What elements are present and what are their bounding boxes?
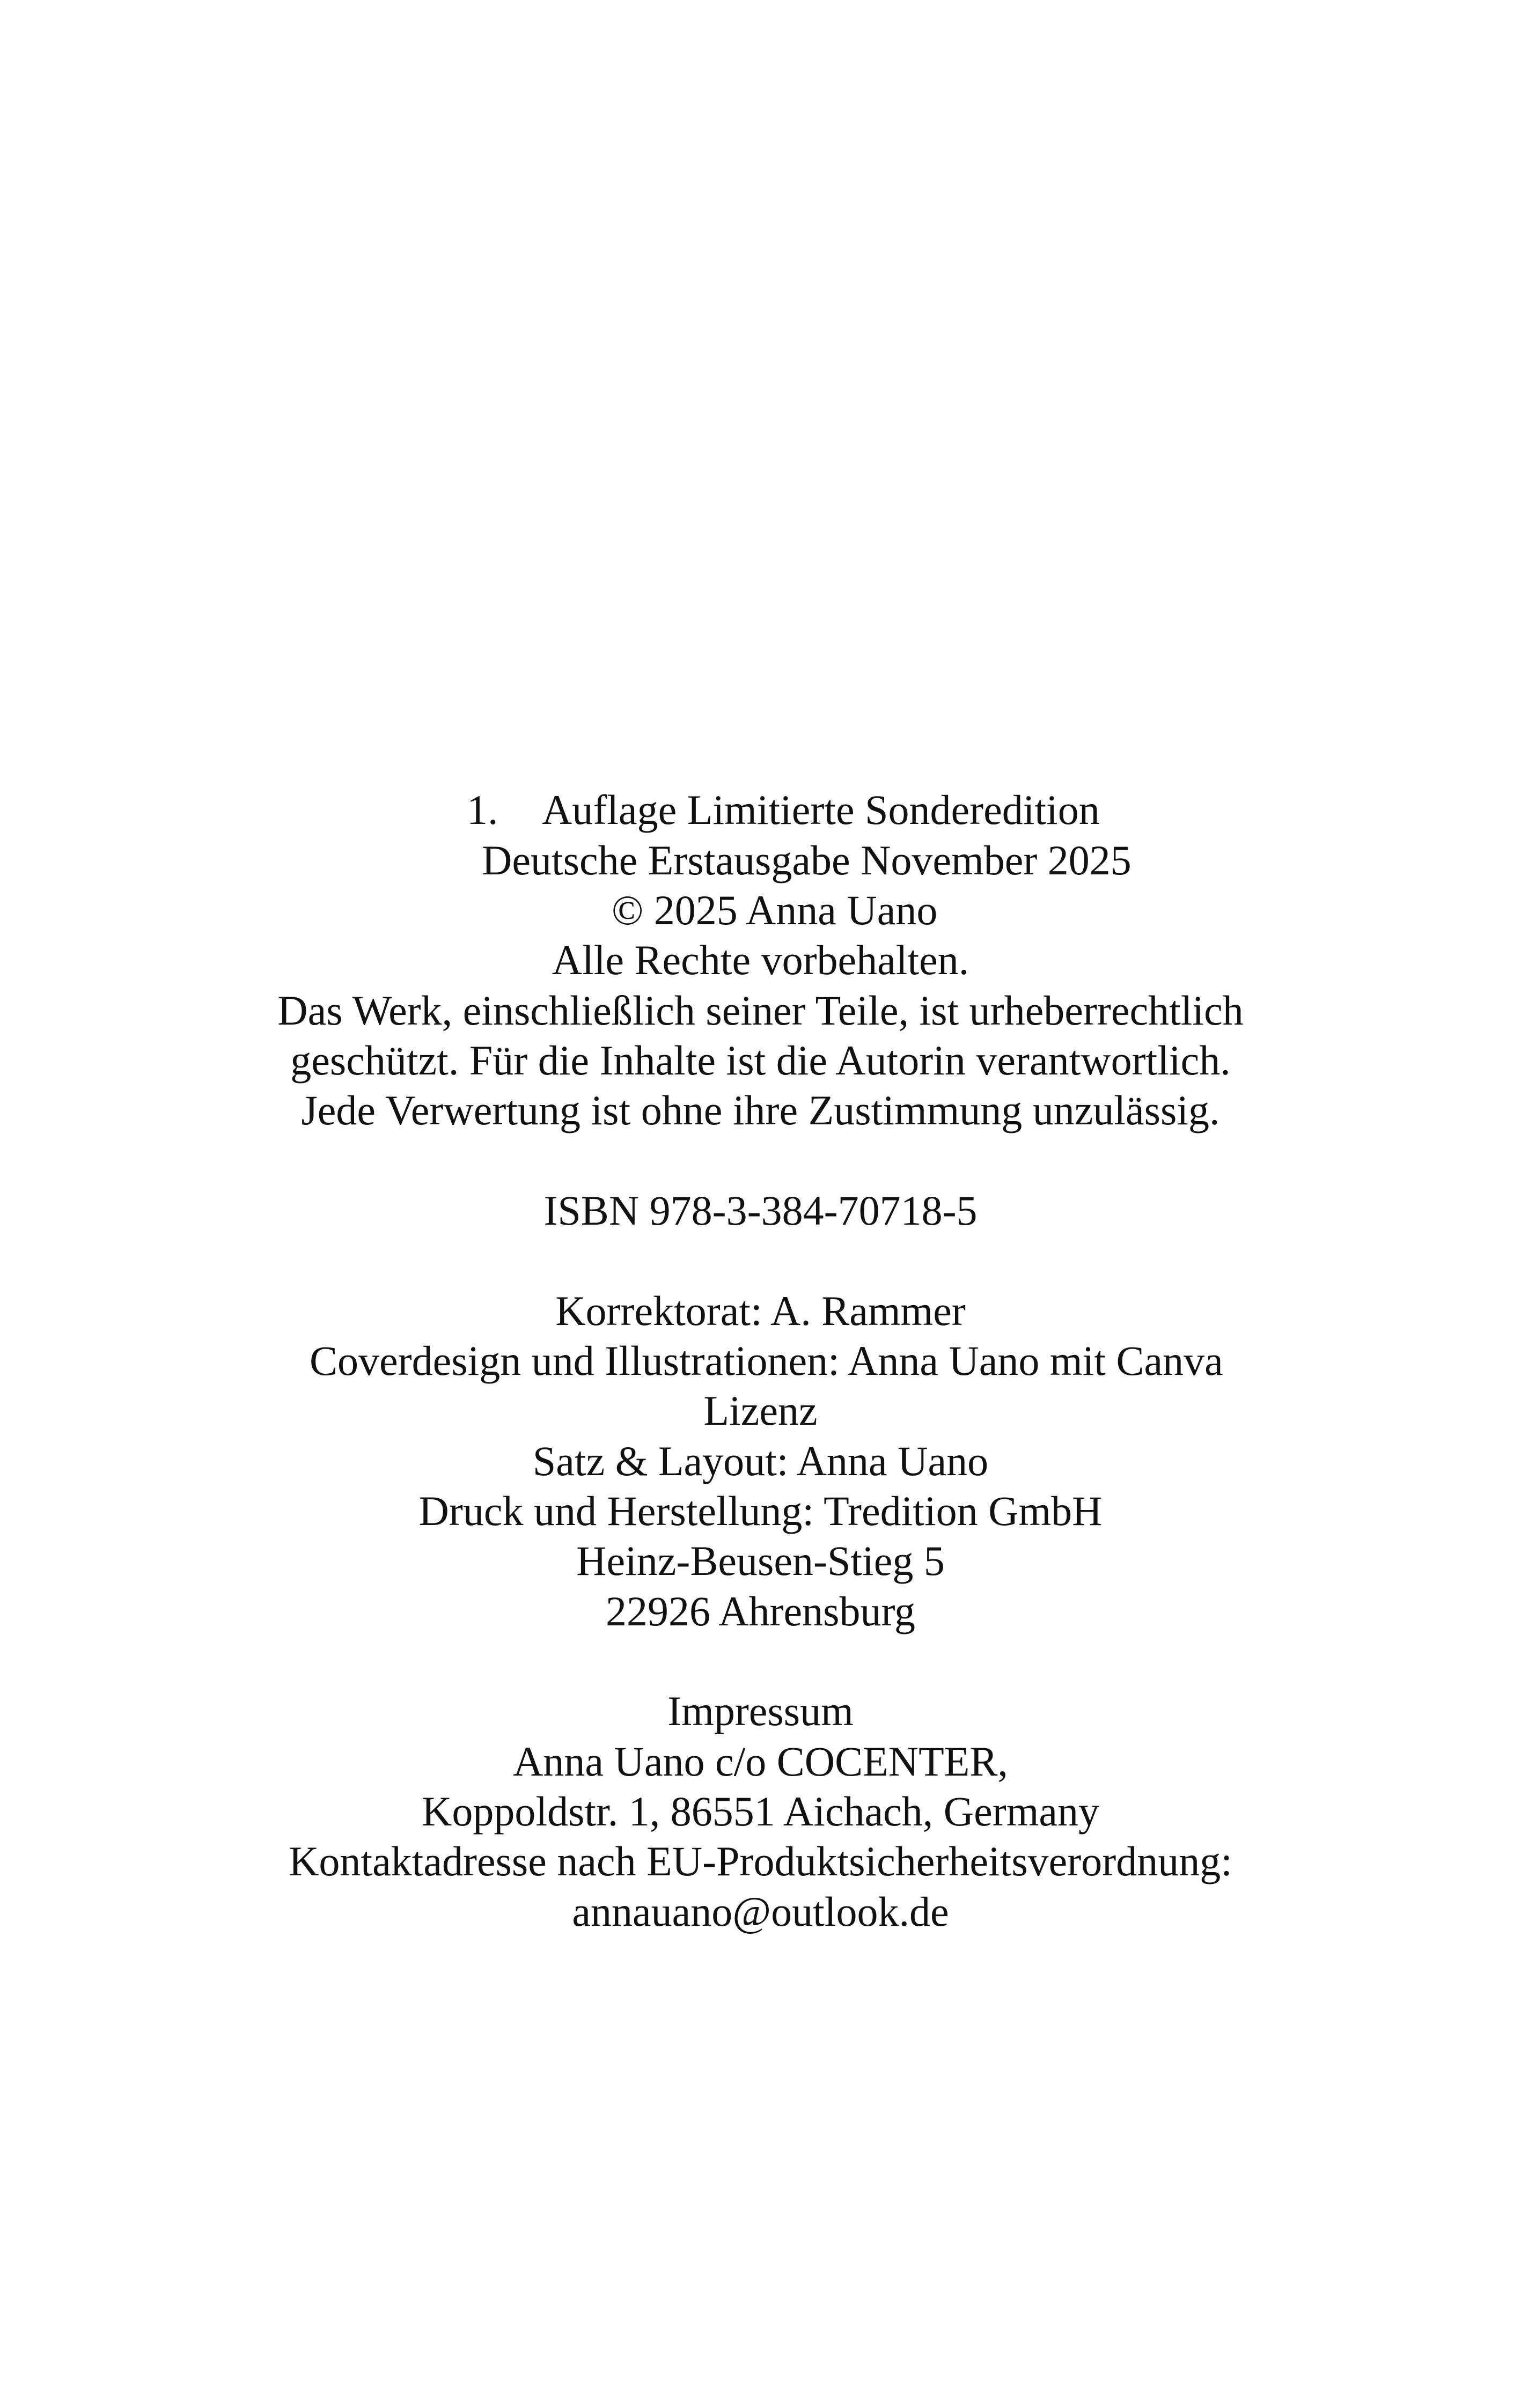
edition-text: Auflage Limitierte Sonderedition	[542, 786, 1100, 833]
cover-design-credit-line-2: Lizenz	[703, 1387, 818, 1434]
legal-notice-line-1: Das Werk, einschließlich seiner Teile, ist urheberrechtlich	[277, 987, 1244, 1034]
impressum-heading: Impressum	[667, 1688, 854, 1734]
printer-street: Heinz-Beusen-Stieg 5	[576, 1537, 945, 1584]
edition-number: 1.	[467, 786, 498, 833]
contact-label: Kontaktadresse nach EU-Produktsicherheitsverordnung:	[289, 1838, 1232, 1884]
cover-design-credit-line-1: Coverdesign und Illustrationen: Anna Uano mit Canva	[310, 1337, 1223, 1384]
copyright-line: © 2025 Anna Uano	[612, 887, 938, 933]
printing-credit: Druck und Herstellung: Tredition GmbH	[418, 1487, 1103, 1534]
isbn-line: ISBN 978-3-384-70718-5	[543, 1187, 978, 1234]
first-edition-line: Deutsche Erstausgabe November 2025	[482, 837, 1131, 883]
printer-city: 22926 Ahrensburg	[605, 1588, 916, 1634]
legal-notice-line-2: geschützt. Für die Inhalte ist die Autorin verantwortlich.	[290, 1037, 1231, 1084]
legal-notice-line-3: Jede Verwertung ist ohne ihre Zustimmung unzulässig.	[301, 1087, 1220, 1133]
typesetting-credit: Satz & Layout: Anna Uano	[532, 1438, 989, 1484]
impressum-address: Koppoldstr. 1, 86551 Aichach, Germany	[422, 1788, 1099, 1835]
proofreading-credit: Korrektorat: A. Rammer	[555, 1287, 966, 1334]
rights-reserved-line: Alle Rechte vorbehalten.	[552, 937, 969, 983]
impressum-name: Anna Uano c/o COCENTER,	[513, 1738, 1008, 1785]
contact-email: annauano@outlook.de	[572, 1888, 949, 1935]
